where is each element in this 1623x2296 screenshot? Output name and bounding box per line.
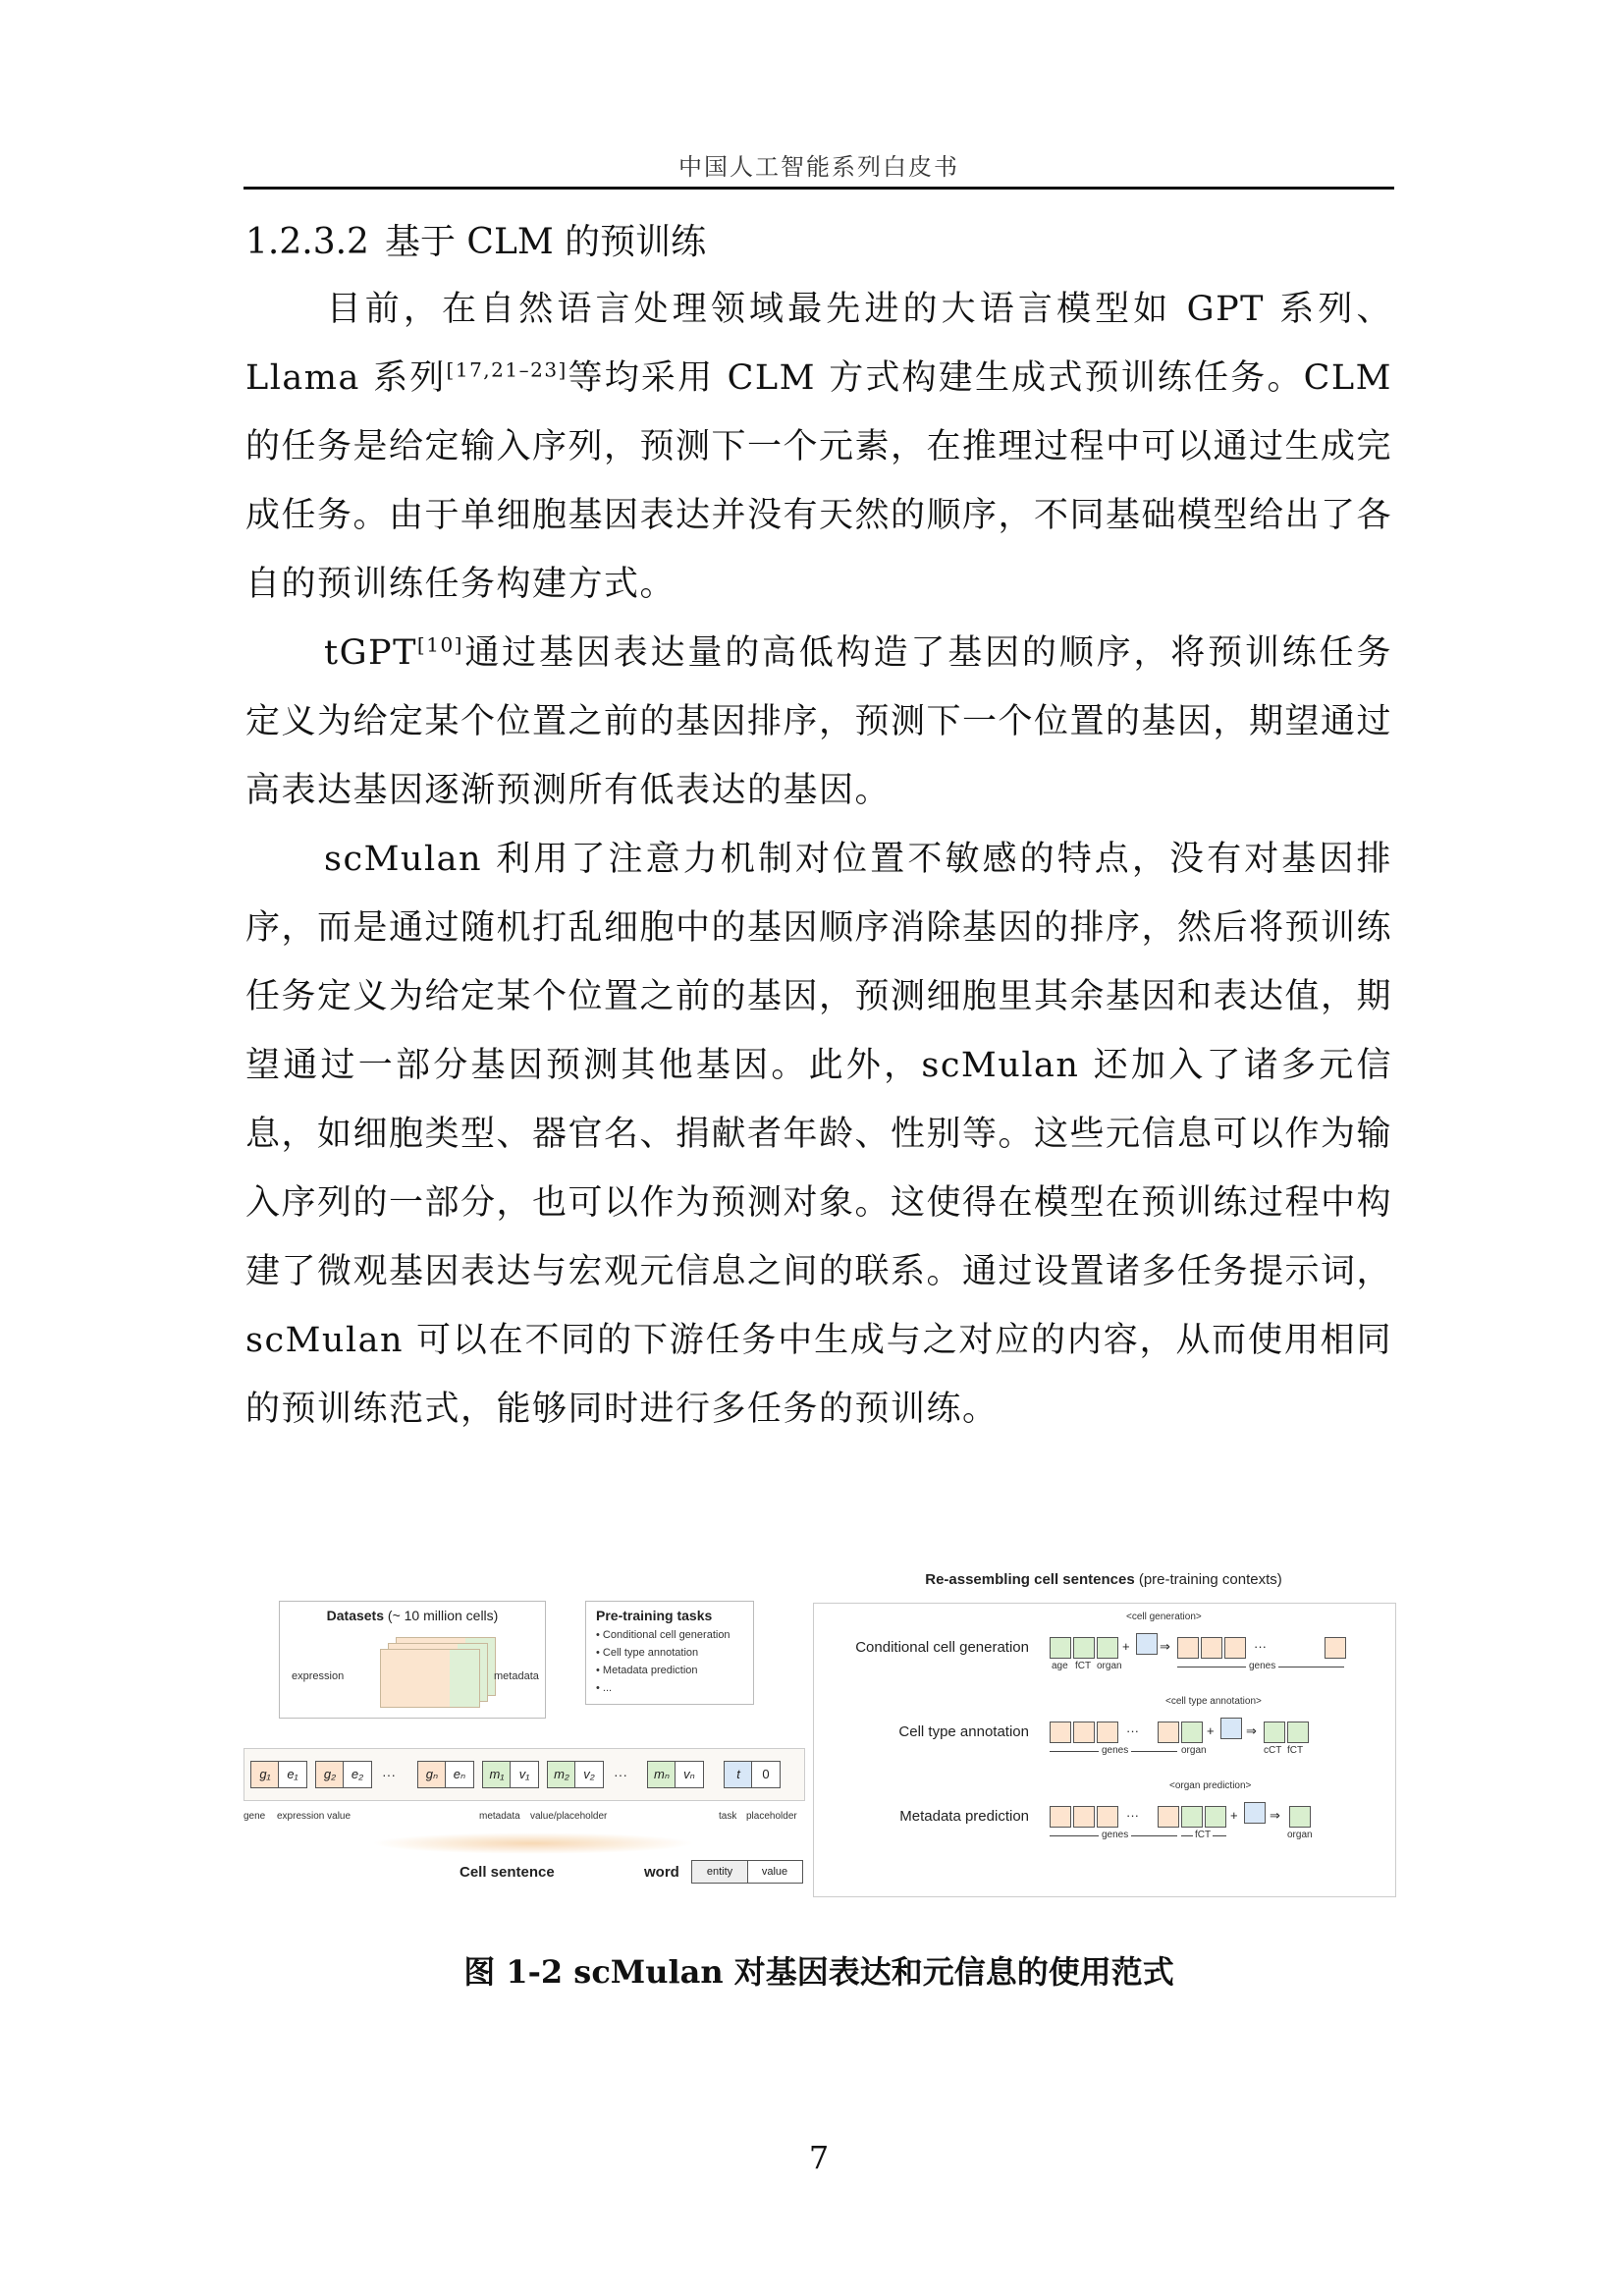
under-age: age	[1052, 1661, 1068, 1671]
task-token	[1136, 1633, 1158, 1655]
datasets-box	[279, 1601, 546, 1719]
p2-text-a: tGPT	[324, 633, 417, 673]
p2-text-b: 通过基因表达量的高低构造了基因的顺序，将预训练任务定义为给定某个位置之前的基因排序，预测下一个位置的基因，期望通过高表达基因逐渐预测所有低表达的基因。	[245, 633, 1393, 810]
genes-label: genes	[1099, 1745, 1131, 1756]
plus-sign: +	[1230, 1808, 1238, 1823]
gene-token	[1097, 1806, 1118, 1828]
expression-label: expression	[292, 1670, 345, 1682]
meta-token	[1264, 1722, 1285, 1743]
gene-token	[1224, 1637, 1246, 1659]
token-metadata: m₁	[482, 1761, 512, 1788]
citation-ref: [17,21–23]	[446, 357, 568, 382]
paragraph-tgpt	[245, 619, 1392, 825]
p1-text-a: 目前，在自然语言处理领域最先进的大语言模型如 GPT 系列、Llama 系列	[245, 290, 1392, 398]
figure-right-panel	[813, 1571, 1394, 1895]
meta-token	[1287, 1722, 1309, 1743]
gene-token	[1158, 1806, 1179, 1828]
prompt-label: <organ prediction>	[1169, 1780, 1252, 1791]
token-metadata: m₂	[547, 1761, 576, 1788]
token-metadata: mₙ	[647, 1761, 676, 1788]
page-number: 7	[808, 2139, 830, 2176]
genes-label: genes	[1099, 1830, 1131, 1840]
row-label-generation: Conditional cell generation	[855, 1639, 1029, 1656]
highlight-glow	[371, 1832, 695, 1854]
output-cct: cCT	[1264, 1745, 1282, 1756]
ellipsis: ···	[1254, 1639, 1267, 1654]
meta-token	[1181, 1806, 1203, 1828]
output-organ: organ	[1287, 1830, 1313, 1840]
placeholder-label: placeholder	[746, 1811, 797, 1822]
right-title-text: Re-assembling cell sentences	[925, 1571, 1135, 1588]
token-gene: g₁	[250, 1761, 280, 1788]
datasets-title	[280, 1608, 545, 1623]
plus-sign: +	[1207, 1723, 1215, 1738]
running-header: 中国人工智能系列白皮书	[678, 153, 959, 181]
gene-label: gene	[243, 1811, 266, 1822]
token-value: v₂	[574, 1761, 604, 1788]
under-organ: organ	[1097, 1661, 1122, 1671]
plus-sign: +	[1122, 1639, 1130, 1654]
expression-value-label: expression value	[277, 1811, 352, 1822]
header-rule	[243, 187, 1394, 190]
context-panel	[813, 1603, 1396, 1897]
ellipsis: ···	[614, 1767, 627, 1782]
word-entity: entity	[692, 1861, 748, 1883]
token-expression: e₁	[278, 1761, 307, 1788]
prompt-label: <cell generation>	[1126, 1612, 1202, 1622]
token-value: v₁	[510, 1761, 539, 1788]
paragraph-scmulan	[245, 825, 1392, 1444]
arrow: ⇒	[1160, 1639, 1170, 1654]
task-label: task	[719, 1811, 737, 1822]
value-placeholder-label: value/placeholder	[530, 1811, 608, 1822]
figure-left-panel	[243, 1601, 803, 1895]
token-gene: g₂	[315, 1761, 345, 1788]
fct-label: fCT	[1195, 1830, 1212, 1840]
meta-token	[1205, 1806, 1226, 1828]
token-placeholder: 0	[751, 1761, 781, 1788]
task-item: • Cell type annotation	[596, 1647, 699, 1659]
dataset-sheet	[380, 1649, 480, 1708]
ellipsis: ···	[1126, 1723, 1139, 1738]
citation-ref: [10]	[416, 632, 463, 657]
tasks-title: Pre-training tasks	[596, 1608, 713, 1623]
section-heading	[245, 214, 706, 264]
row-label-metadata: Metadata prediction	[899, 1808, 1029, 1825]
token-expression: eₙ	[445, 1761, 474, 1788]
cell-sentence-label: Cell sentence	[460, 1864, 555, 1881]
meta-token	[1050, 1637, 1071, 1659]
metadata-label: metadata	[494, 1670, 539, 1682]
arrow: ⇒	[1270, 1808, 1280, 1823]
word-value: value	[761, 1866, 788, 1878]
pretraining-tasks-box	[585, 1601, 754, 1705]
gene-token	[1073, 1722, 1095, 1743]
task-token	[1244, 1802, 1266, 1824]
row-label-annotation: Cell type annotation	[898, 1723, 1029, 1740]
gene-token	[1073, 1806, 1095, 1828]
meta-token	[1097, 1637, 1118, 1659]
task-item: • ...	[596, 1682, 613, 1694]
token-expression: e₂	[343, 1761, 372, 1788]
meta-token	[1181, 1722, 1203, 1743]
cell-sentence-bar	[243, 1748, 805, 1801]
meta-token	[1073, 1637, 1095, 1659]
organ-label: organ	[1181, 1745, 1207, 1756]
datasets-subtitle: (~ 10 million cells)	[387, 1608, 499, 1623]
word-legend	[691, 1860, 803, 1884]
right-title	[813, 1571, 1394, 1588]
task-token	[1220, 1718, 1242, 1739]
token-value: vₙ	[675, 1761, 704, 1788]
paragraph-clm-intro	[245, 275, 1392, 619]
p3-text: scMulan 利用了注意力机制对位置不敏感的特点，没有对基因排序，而是通过随机打乱细胞中的基因顺序消除基因的排序，然后将预训练任务定义为给定某个位置之前的基因，预测细胞里其余基因和表达值，期望通过一部分基因预测其他基因。此外，scMulan 还加入了诸多元信息，如细胞类型、器官名、捐献者年龄、性别等。这些元信息可以作为输入序列的一部分，也可以作为预测对象。这使得在模型在预训练过程中构建了微观基因表达与宏观元信息之间的联系。通过设置诸多任务提示词，scMulan 可以在不同的下游任务中生成与之对应的内容，从而使用相同的预训练范式，能够同时进行多任务的预训练。	[245, 840, 1393, 1429]
section-number: 1.2.3.2	[245, 222, 369, 262]
gene-token	[1050, 1722, 1071, 1743]
under-fct: fCT	[1075, 1661, 1092, 1671]
datasets-title-text: Datasets	[326, 1608, 385, 1623]
genes-label: genes	[1246, 1661, 1278, 1671]
metadata-under-label: metadata	[479, 1811, 520, 1822]
gene-token	[1177, 1637, 1199, 1659]
figure-scmulan	[243, 1571, 1394, 1895]
gene-token	[1158, 1722, 1179, 1743]
token-gene: gₙ	[417, 1761, 447, 1788]
figure-caption: 图 1-2 scMulan 对基因表达和元信息的使用范式	[463, 1953, 1174, 1991]
task-item: • Metadata prediction	[596, 1665, 698, 1676]
task-item: • Conditional cell generation	[596, 1629, 730, 1641]
gene-token	[1097, 1722, 1118, 1743]
meta-token	[1289, 1806, 1311, 1828]
p1-text-b: 等均采用 CLM 方式构建生成式预训练任务。CLM 的任务是给定输入序列，预测下一个元素，在推理过程中可以通过生成完成任务。由于单细胞基因表达并没有天然的顺序，不同基础模型给出了各自的预训练任务构建方式。	[245, 358, 1393, 604]
prompt-label: <cell type annotation>	[1165, 1696, 1262, 1707]
token-task: t	[724, 1761, 753, 1788]
arrow: ⇒	[1246, 1723, 1257, 1738]
ellipsis: ···	[382, 1767, 396, 1782]
gene-token	[1201, 1637, 1222, 1659]
ellipsis: ···	[1126, 1808, 1139, 1823]
output-fct: fCT	[1287, 1745, 1304, 1756]
word-label: word	[644, 1864, 679, 1881]
gene-token	[1050, 1806, 1071, 1828]
right-subtitle: (pre-training contexts)	[1138, 1571, 1282, 1588]
gene-token	[1325, 1637, 1346, 1659]
section-title: 基于 CLM 的预训练	[384, 222, 707, 262]
